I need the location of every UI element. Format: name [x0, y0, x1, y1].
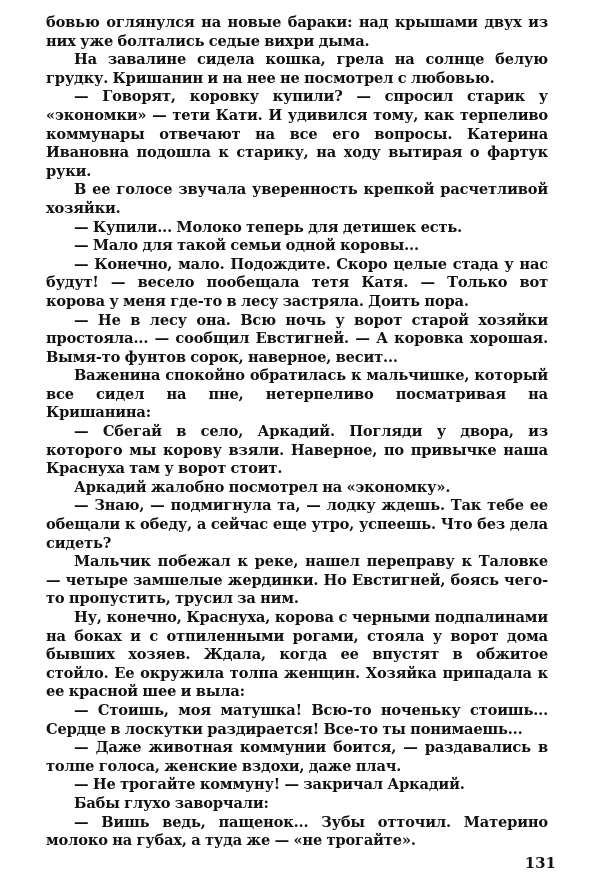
paragraph-7: — Конечно, мало. Подождите. Скоро целые стада у нас будут! — весело пообещала тетя Катя. — Только вот корова у меня где-то в лесу застряла. Доить пора. [46, 255, 548, 310]
paragraph-15: — Стоишь, моя матушка! Всю-то ноченьку стоишь... Сердце в лоскутки раздирается! Все-то ты понимаешь... [46, 701, 548, 738]
paragraph-8: — Не в лесу она. Всю ночь у ворот старой хозяйки простояла... — сообщил Евстигней. — А коровка хорошая. Вымя-то фунтов сорок, наверное, весит... [46, 311, 548, 366]
paragraph-9: Важенина спокойно обратилась к мальчишке, который все сидел на пне, нетерпеливо посматривая на Кришанина: [46, 367, 548, 422]
page-body [46, 14, 548, 851]
paragraph-19: — Вишь ведь, пащенок... Зубы отточил. Материно молоко на губах, а туда же — «не трогайте». [46, 813, 548, 850]
paragraph-10: — Сбегай в село, Аркадий. Погляди у двора, из которого мы корову взяли. Наверное, по привычке наша Краснуха там у ворот стоит. [46, 423, 548, 478]
paragraph-5: — Купили... Молоко теперь для детишек есть. [74, 218, 463, 236]
paragraph-11: Аркадий жалобно посмотрел на «экономку». [74, 478, 451, 496]
paragraph-4: В ее голосе звучала уверенность крепкой расчетливой хозяйки. [46, 181, 548, 217]
paragraph-16: — Даже животная коммунии боится, — раздавались в толпе голоса, женские вздохи, даже плач. [46, 739, 548, 775]
paragraph-14: Ну, конечно, Краснуха, корова с черными подпалинами на боках и с отпиленными рогами, стояла у ворот дома бывших хозяев. Ждала, когда ее впустят в обжитое стойло. Ее окружила толпа женщин. Хозяйка припадала к ее красной шее и выла: [46, 609, 548, 701]
paragraph-13: Мальчик побежал к реке, нашел переправу к Таловке — четыре замшелые жердинки. Но Евстигней, боясь чего-то пропустить, трусил за ним. [46, 553, 548, 608]
paragraph-18: Бабы глухо заворчали: [74, 794, 269, 812]
paragraph-2: На завалине сидела кошка, грела на солнце белую грудку. Кришанин и на нее не посмотрел с любовью. [46, 51, 548, 87]
paragraph-1: бовью оглянулся на новые бараки: над крышами двух из них уже болтались седые вихри дыма. [46, 14, 548, 50]
paragraph-12: — Знаю, — подмигнула та, — лодку ждешь. Так тебе ее обещали к обеду, а сейчас еще утро, успеешь. Что без дела сидеть? [46, 497, 548, 552]
page-number: 131 [524, 854, 556, 872]
paragraph-17: — Не трогайте коммуну! — закричал Аркадий. [74, 776, 465, 794]
paragraph-6: — Мало для такой семьи одной коровы... [74, 237, 419, 255]
paragraph-3: — Говорят, коровку купили? — спросил старик у «экономки» — тети Кати. И удивился тому, как терпеливо коммунары отвечают на все его вопросы. Катерина Ивановна подошла к старику, на ходу вытирая о фартук руки. [46, 88, 548, 180]
